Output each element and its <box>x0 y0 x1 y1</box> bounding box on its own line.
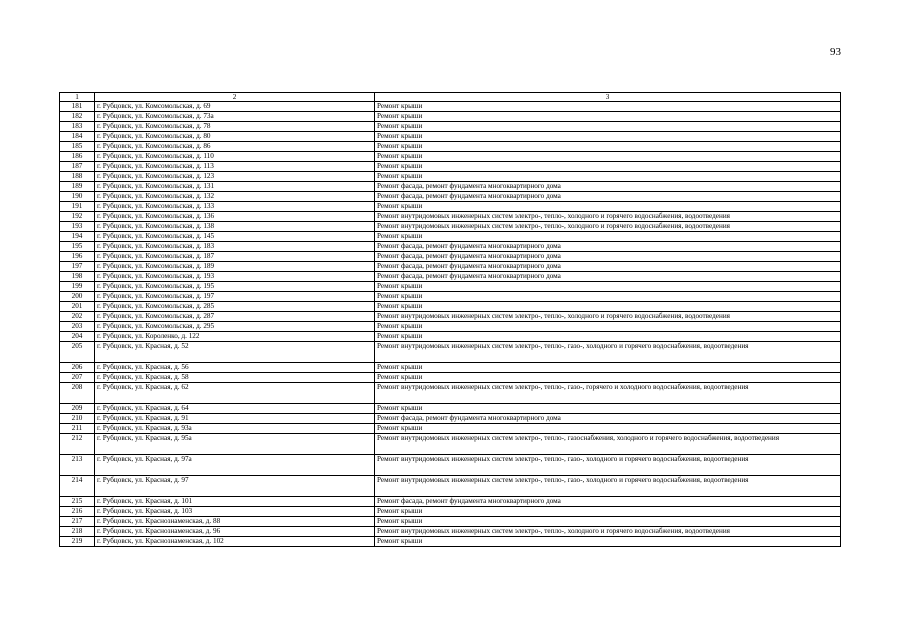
table-row <box>60 342 841 363</box>
row-work: Ремонт внутридомовых инженерных систем электро-, тепло-, холодного и горячего водоснабжения, водоотведения <box>375 312 841 322</box>
table-row <box>60 507 841 517</box>
row-number: 211 <box>60 424 95 434</box>
row-address: г. Рубцовск, ул. Комсомольская, д. 138 <box>95 222 375 232</box>
row-address: г. Рубцовск, ул. Комсомольская, д. 113 <box>95 162 375 172</box>
row-address: г. Рубцовск, ул. Красная, д. 95а <box>95 434 375 455</box>
row-address: г. Рубцовск, ул. Комсомольская, д. 187 <box>95 252 375 262</box>
row-address: г. Рубцовск, ул. Комсомольская, д. 132 <box>95 192 375 202</box>
row-number: 216 <box>60 507 95 517</box>
table-row <box>60 424 841 434</box>
row-number: 189 <box>60 182 95 192</box>
table-row <box>60 363 841 373</box>
table-row <box>60 192 841 202</box>
row-address: г. Рубцовск, ул. Красная, д. 56 <box>95 363 375 373</box>
row-address: г. Рубцовск, ул. Комсомольская, д. 80 <box>95 132 375 142</box>
table-row <box>60 132 841 142</box>
row-address: г. Рубцовск, ул. Комсомольская, д. 189 <box>95 262 375 272</box>
row-address: г. Рубцовск, ул. Комсомольская, д. 131 <box>95 182 375 192</box>
row-work: Ремонт крыши <box>375 152 841 162</box>
table-row <box>60 476 841 497</box>
row-address: г. Рубцовск, ул. Комсомольская, д. 145 <box>95 232 375 242</box>
row-work: Ремонт фасада, ремонт фундамента многоквартирного дома <box>375 262 841 272</box>
table-row <box>60 537 841 547</box>
page-number: 93 <box>830 46 841 58</box>
row-number: 199 <box>60 282 95 292</box>
row-number: 212 <box>60 434 95 455</box>
row-work: Ремонт крыши <box>375 373 841 383</box>
row-work: Ремонт крыши <box>375 142 841 152</box>
row-number: 209 <box>60 404 95 414</box>
row-number: 219 <box>60 537 95 547</box>
table-row <box>60 404 841 414</box>
table-row <box>60 182 841 192</box>
row-address: г. Рубцовск, ул. Короленко, д. 122 <box>95 332 375 342</box>
row-address: г. Рубцовск, ул. Красная, д. 64 <box>95 404 375 414</box>
table-row <box>60 172 841 182</box>
row-address: г. Рубцовск, ул. Краснознаменская, д. 102 <box>95 537 375 547</box>
table-row <box>60 302 841 312</box>
row-number: 198 <box>60 272 95 282</box>
table-row <box>60 152 841 162</box>
row-number: 205 <box>60 342 95 363</box>
row-work: Ремонт крыши <box>375 122 841 132</box>
table-row <box>60 262 841 272</box>
row-number: 218 <box>60 527 95 537</box>
row-number: 182 <box>60 112 95 122</box>
row-number: 195 <box>60 242 95 252</box>
col-header-number: 1 <box>60 93 95 102</box>
table-row <box>60 232 841 242</box>
row-address: г. Рубцовск, ул. Комсомольская, д. 287 <box>95 312 375 322</box>
col-header-work: 3 <box>375 93 841 102</box>
table-row <box>60 102 841 112</box>
row-work: Ремонт внутридомовых инженерных систем электро-, тепло-, холодного и горячего водоснабжения, водоотведения <box>375 222 841 232</box>
row-work: Ремонт фасада, ремонт фундамента многоквартирного дома <box>375 182 841 192</box>
row-number: 193 <box>60 222 95 232</box>
row-number: 194 <box>60 232 95 242</box>
row-address: г. Рубцовск, ул. Комсомольская, д. 78 <box>95 122 375 132</box>
table-row <box>60 202 841 212</box>
row-number: 197 <box>60 262 95 272</box>
table-row <box>60 497 841 507</box>
row-number: 206 <box>60 363 95 373</box>
row-address: г. Рубцовск, ул. Комсомольская, д. 133 <box>95 202 375 212</box>
row-number: 204 <box>60 332 95 342</box>
row-address: г. Рубцовск, ул. Комсомольская, д. 86 <box>95 142 375 152</box>
row-number: 186 <box>60 152 95 162</box>
row-address: г. Рубцовск, ул. Красная, д. 62 <box>95 383 375 404</box>
table-row <box>60 292 841 302</box>
row-number: 192 <box>60 212 95 222</box>
row-work: Ремонт крыши <box>375 332 841 342</box>
row-number: 184 <box>60 132 95 142</box>
table-row <box>60 242 841 252</box>
row-address: г. Рубцовск, ул. Комсомольская, д. 197 <box>95 292 375 302</box>
row-address: г. Рубцовск, ул. Комсомольская, д. 136 <box>95 212 375 222</box>
row-address: г. Рубцовск, ул. Комсомольская, д. 183 <box>95 242 375 252</box>
table-row <box>60 455 841 476</box>
table-row <box>60 142 841 152</box>
row-address: г. Рубцовск, ул. Комсомольская, д. 193 <box>95 272 375 282</box>
row-work: Ремонт крыши <box>375 363 841 373</box>
row-work: Ремонт крыши <box>375 132 841 142</box>
row-work: Ремонт крыши <box>375 162 841 172</box>
row-address: г. Рубцовск, ул. Краснознаменская, д. 96 <box>95 527 375 537</box>
row-work: Ремонт крыши <box>375 424 841 434</box>
row-number: 200 <box>60 292 95 302</box>
row-work: Ремонт крыши <box>375 292 841 302</box>
row-work: Ремонт крыши <box>375 112 841 122</box>
table-row <box>60 162 841 172</box>
row-address: г. Рубцовск, ул. Комсомольская, д. 73а <box>95 112 375 122</box>
row-address: г. Рубцовск, ул. Красная, д. 52 <box>95 342 375 363</box>
row-number: 201 <box>60 302 95 312</box>
row-work: Ремонт крыши <box>375 232 841 242</box>
row-work: Ремонт внутридомовых инженерных систем электро-, тепло-, холодного и горячего водоснабжения, водоотведения <box>375 527 841 537</box>
header-row <box>60 93 841 102</box>
row-work: Ремонт крыши <box>375 202 841 212</box>
row-address: г. Рубцовск, ул. Комсомольская, д. 123 <box>95 172 375 182</box>
row-number: 190 <box>60 192 95 202</box>
row-number: 213 <box>60 455 95 476</box>
table-row <box>60 322 841 332</box>
table-row <box>60 112 841 122</box>
table-row <box>60 332 841 342</box>
row-work: Ремонт внутридомовых инженерных систем электро-, тепло-, газо-, холодного и горячего водоснабжения, водоотведения <box>375 342 841 363</box>
row-number: 183 <box>60 122 95 132</box>
row-work: Ремонт крыши <box>375 172 841 182</box>
row-address: г. Рубцовск, ул. Комсомольская, д. 195 <box>95 282 375 292</box>
row-work: Ремонт крыши <box>375 322 841 332</box>
row-address: г. Рубцовск, ул. Красная, д. 101 <box>95 497 375 507</box>
table-row <box>60 383 841 404</box>
row-work: Ремонт внутридомовых инженерных систем электро-, тепло-, газо-, горячего и холодного водоснабжения, водоотведения <box>375 383 841 404</box>
row-work: Ремонт внутридомовых инженерных систем электро-, тепло-, газо-, холодного и горячего водоснабжения, водоотведения <box>375 476 841 497</box>
row-number: 215 <box>60 497 95 507</box>
row-address: г. Рубцовск, ул. Красная, д. 58 <box>95 373 375 383</box>
row-number: 196 <box>60 252 95 262</box>
row-number: 217 <box>60 517 95 527</box>
table-row <box>60 373 841 383</box>
row-number: 185 <box>60 142 95 152</box>
row-number: 208 <box>60 383 95 404</box>
table-row <box>60 222 841 232</box>
row-number: 207 <box>60 373 95 383</box>
row-work: Ремонт внутридомовых инженерных систем электро-, тепло-, газо-, холодного и горячего водоснабжения, водоотведения <box>375 455 841 476</box>
row-work: Ремонт крыши <box>375 404 841 414</box>
row-number: 191 <box>60 202 95 212</box>
row-work: Ремонт крыши <box>375 517 841 527</box>
row-work: Ремонт крыши <box>375 102 841 112</box>
row-number: 210 <box>60 414 95 424</box>
table-row <box>60 282 841 292</box>
row-work: Ремонт фасада, ремонт фундамента многоквартирного дома <box>375 414 841 424</box>
row-address: г. Рубцовск, ул. Комсомольская, д. 285 <box>95 302 375 312</box>
row-address: г. Рубцовск, ул. Красная, д. 97 <box>95 476 375 497</box>
row-work: Ремонт фасада, ремонт фундамента многоквартирного дома <box>375 192 841 202</box>
table-row <box>60 252 841 262</box>
row-address: г. Рубцовск, ул. Краснознаменская, д. 88 <box>95 517 375 527</box>
row-work: Ремонт фасада, ремонт фундамента многоквартирного дома <box>375 252 841 262</box>
row-work: Ремонт фасада, ремонт фундамента многоквартирного дома <box>375 497 841 507</box>
table-row <box>60 414 841 424</box>
row-work: Ремонт фасада, ремонт фундамента многоквартирного дома <box>375 242 841 252</box>
row-number: 188 <box>60 172 95 182</box>
row-work: Ремонт внутридомовых инженерных систем электро-, тепло-, холодного и горячего водоснабжения, водоотведения <box>375 212 841 222</box>
row-work: Ремонт внутридомовых инженерных систем электро-, тепло-, газоснабжения, холодного и горячего водоснабжения, водоотведения <box>375 434 841 455</box>
row-work: Ремонт крыши <box>375 282 841 292</box>
row-number: 203 <box>60 322 95 332</box>
row-address: г. Рубцовск, ул. Красная, д. 91 <box>95 414 375 424</box>
table-row <box>60 122 841 132</box>
row-address: г. Рубцовск, ул. Красная, д. 93а <box>95 424 375 434</box>
row-number: 187 <box>60 162 95 172</box>
row-number: 181 <box>60 102 95 112</box>
row-address: г. Рубцовск, ул. Комсомольская, д. 295 <box>95 322 375 332</box>
row-number: 202 <box>60 312 95 322</box>
table-row <box>60 527 841 537</box>
row-work: Ремонт крыши <box>375 537 841 547</box>
table-row <box>60 517 841 527</box>
table-row <box>60 312 841 322</box>
table-row <box>60 212 841 222</box>
table-row <box>60 272 841 282</box>
row-address: г. Рубцовск, ул. Комсомольская, д. 110 <box>95 152 375 162</box>
row-address: г. Рубцовск, ул. Красная, д. 103 <box>95 507 375 517</box>
row-address: г. Рубцовск, ул. Красная, д. 97а <box>95 455 375 476</box>
row-number: 214 <box>60 476 95 497</box>
col-header-address: 2 <box>95 93 375 102</box>
row-work: Ремонт крыши <box>375 302 841 312</box>
repair-table <box>59 92 841 547</box>
row-address: г. Рубцовск, ул. Комсомольская, д. 69 <box>95 102 375 112</box>
table-row <box>60 434 841 455</box>
row-work: Ремонт крыши <box>375 507 841 517</box>
row-work: Ремонт фасада, ремонт фундамента многоквартирного дома <box>375 272 841 282</box>
